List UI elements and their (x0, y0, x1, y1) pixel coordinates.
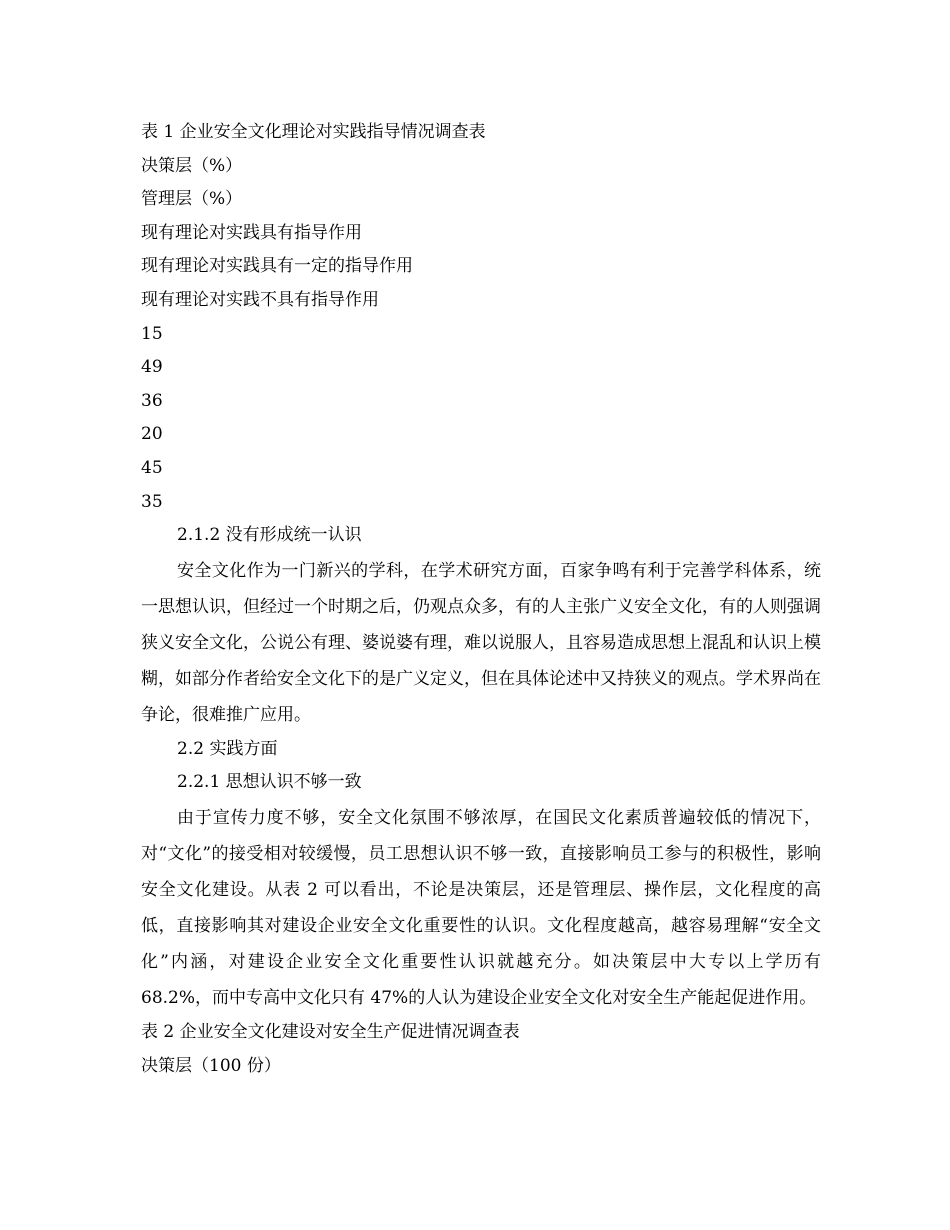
table2-caption: 表 2 企业安全文化建设对安全生产促进情况调查表 (141, 1021, 520, 1042)
table1-value: 36 (141, 390, 163, 411)
table1-row-label: 现有理论对实践具有指导作用 (141, 222, 362, 243)
table1-caption: 表 1 企业安全文化理论对实践指导情况调查表 (141, 122, 486, 142)
table1-header-decision: 决策层（%） (141, 155, 243, 176)
table1-value: 15 (141, 323, 163, 344)
section-heading-2-1-2: 2.1.2 没有形成统一认识 (177, 525, 362, 546)
table1-value: 20 (141, 424, 163, 445)
table1-value: 45 (141, 457, 163, 478)
table1-row-label: 现有理论对实践具有一定的指导作用 (141, 256, 413, 277)
table1-value: 35 (141, 491, 163, 512)
document-body (141, 116, 821, 1083)
section-heading-2-2-1: 2.2.1 思想认识不够一致 (177, 772, 362, 793)
table1-row-label: 现有理论对实践不具有指导作用 (141, 289, 379, 310)
table2-header-decision: 决策层（100 份） (141, 1055, 281, 1076)
section-2-1-2-paragraph: 安全文化作为一门新兴的学科，在学术研究方面，百家争鸣有利于完善学科体系，统一思想认识，但经过一个时期之后，仍观点众多，有的人主张广义安全文化，有的人则强调狭义安全文化，公说公有理、婆说婆有理，难以说服人，且容易造成思想上混乱和认识上模糊，如部分作者给安全文化下的是广义定义，但在具体论述中又持狭义的观点。学术界尚在争论，很难推广应用。 (141, 560, 821, 725)
table1-value: 49 (141, 357, 163, 378)
table1-header-management: 管理层（%） (141, 189, 243, 210)
section-heading-2-2: 2.2 实践方面 (177, 738, 278, 759)
section-2-2-1-paragraph: 由于宣传力度不够，安全文化氛围不够浓厚，在国民文化素质普遍较低的情况下，对“文化”的接受相对较缓慢，员工思想认识不够一致，直接影响员工参与的积极性，影响安全文化建设。从表 2 可以看出，不论是决策层，还是管理层、操作层，文化程度的高低，直接影响其对建设企业安全文化重要性的认识。文化程度越高，越容易理解“安全文化”内涵，对建设企业安全文化重要性认识就越充分。如决策层中大专以上学历有 68.2%，而中专高中文化只有 47%的人认为建设企业安全文化对安全生产能起促进作用。 (141, 807, 821, 1008)
